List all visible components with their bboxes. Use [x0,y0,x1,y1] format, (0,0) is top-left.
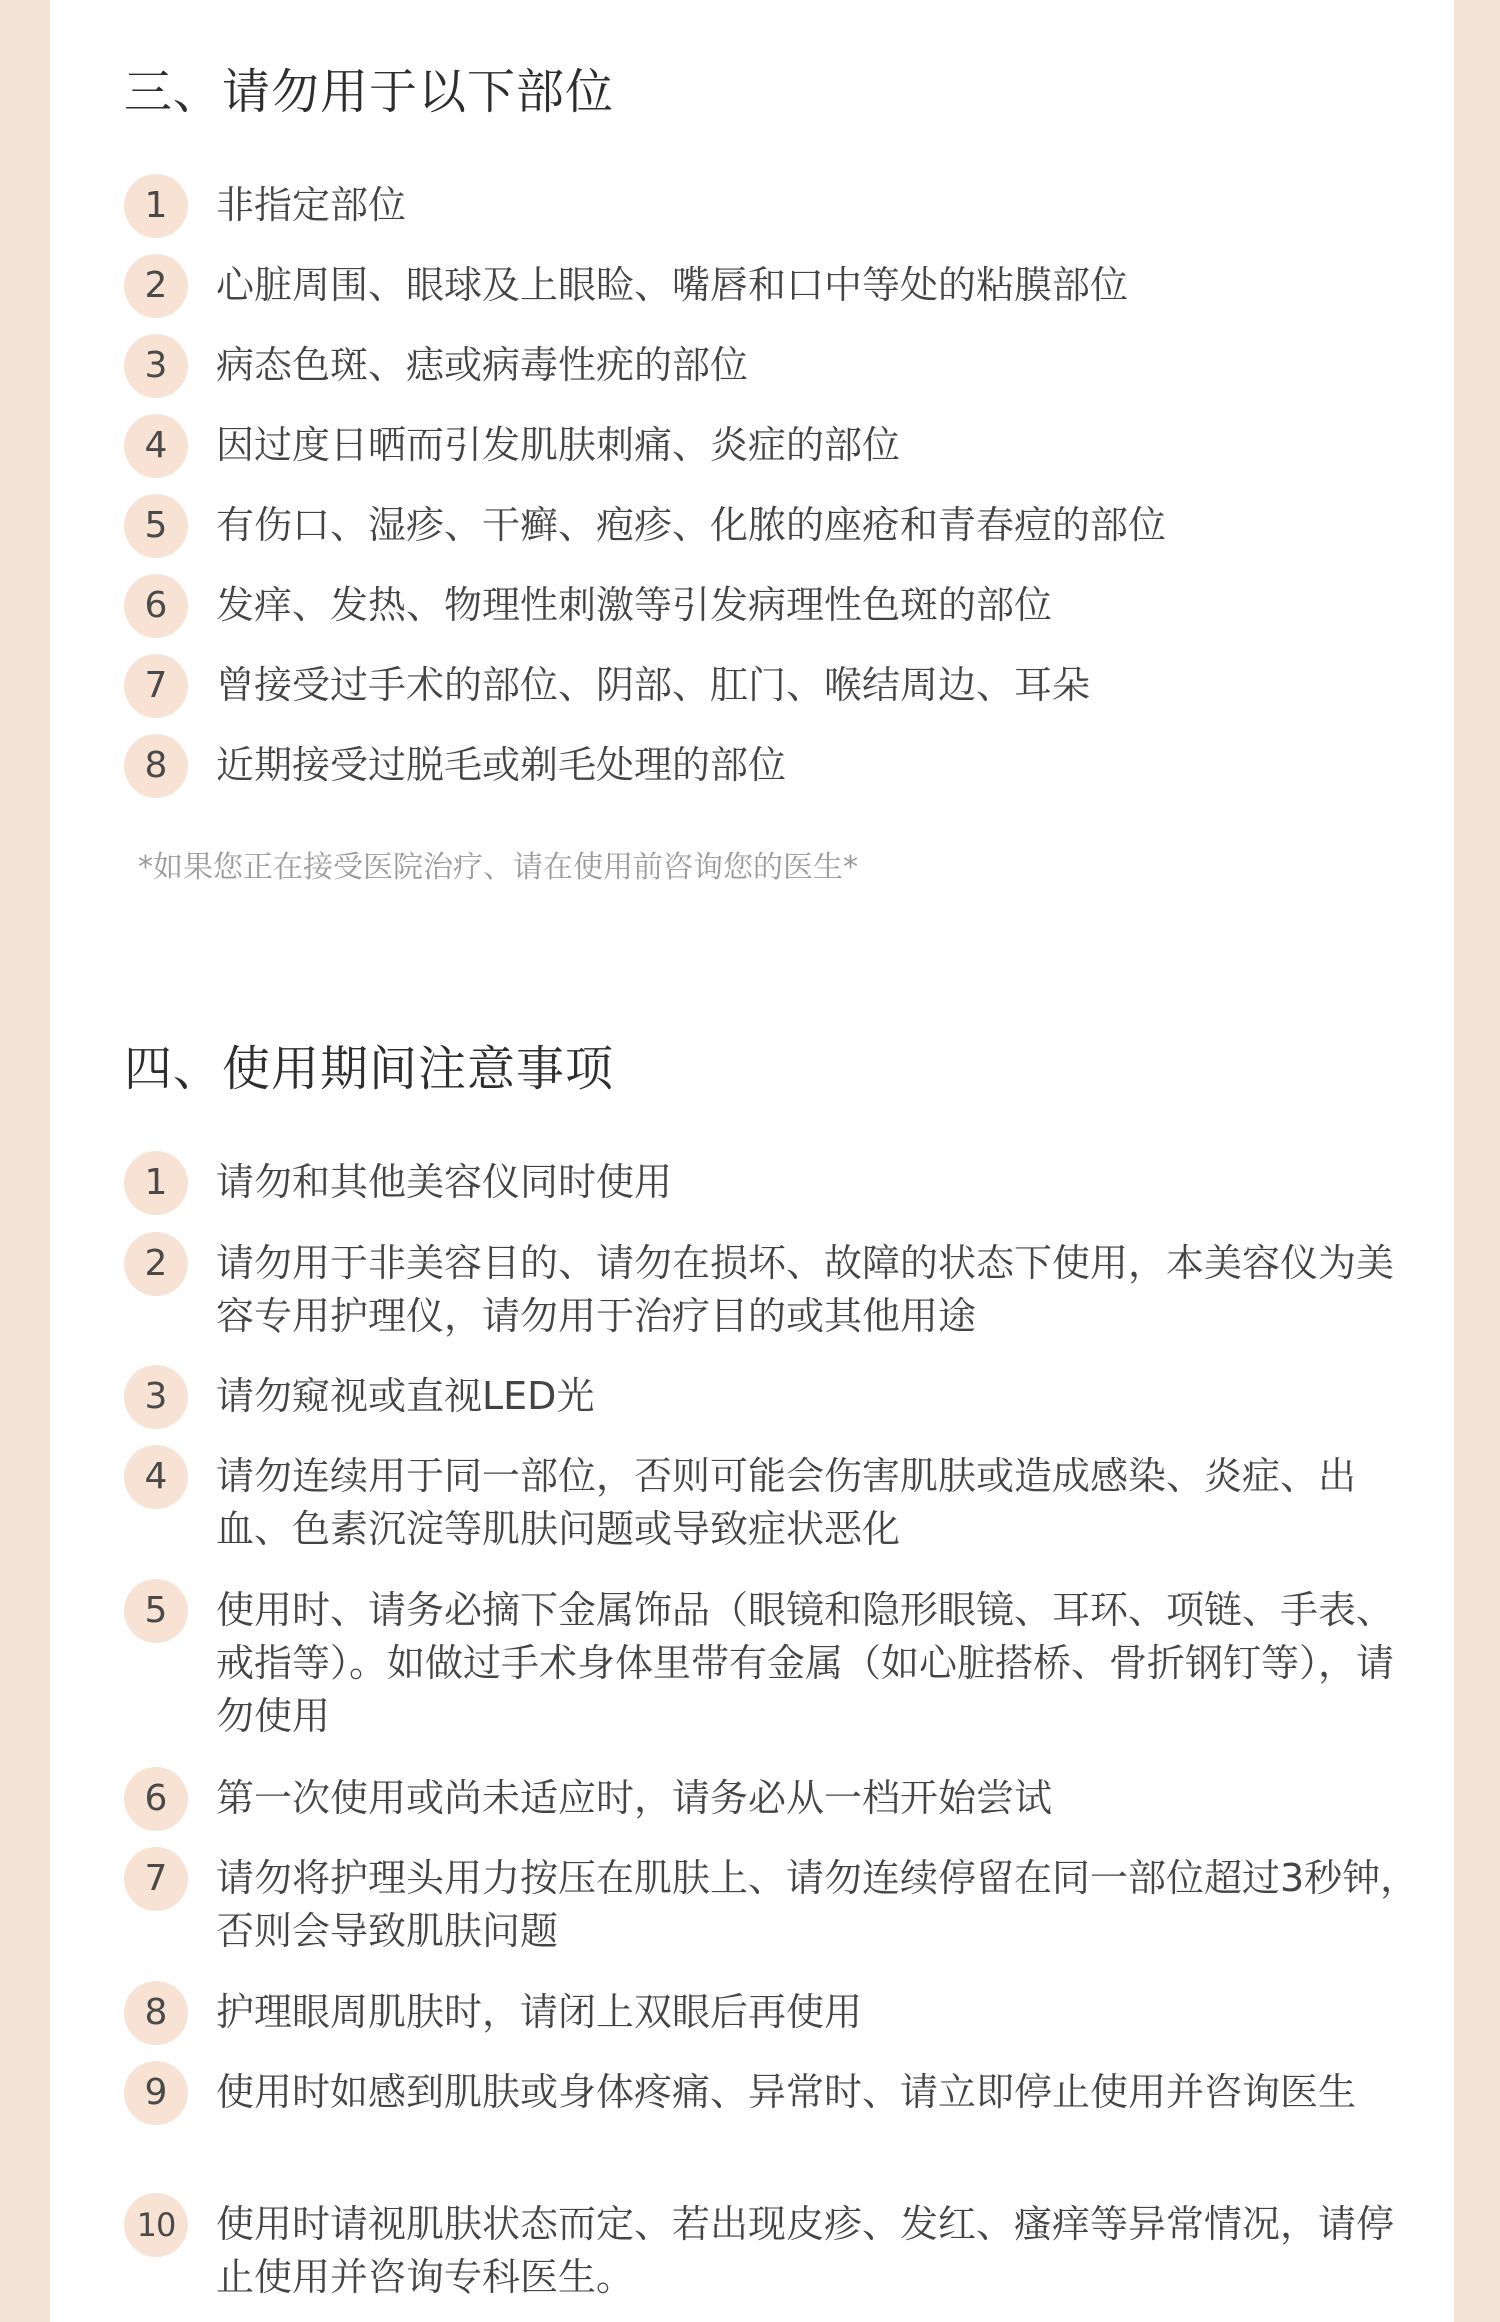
list-item-text: 发痒、发热、物理性刺激等引发病理性色斑的部位 [216,583,1053,627]
number-badge: 1 [124,174,188,238]
list-item-text: 病态色斑、痣或病毒性疣的部位 [216,343,749,387]
hospital-treatment-note: *如果您正在接受医院治疗、请在使用前咨询您的医生* [138,850,858,885]
number-badge: 1 [124,1151,188,1215]
list-item-text: 近期接受过脱毛或剃毛处理的部位 [216,743,787,787]
content-card [50,0,1454,2322]
list-item [124,1579,1424,1767]
list-item-text: 有伤口、湿疹、干癣、疱疹、化脓的座疮和青春痘的部位 [216,503,1167,547]
list-item [124,1981,1424,2061]
section-usage-precautions [124,1035,1424,2303]
section-title: 四、使用期间注意事项 [124,1041,615,1097]
list-item-text: 非指定部位 [216,183,407,227]
list-item [124,2061,1424,2193]
list-item [124,654,1424,734]
list-item [124,1767,1424,1847]
number-badge: 9 [124,2061,188,2125]
list-item-text: 使用时请视肌肤状态而定、若出现皮疹、发红、瘙痒等异常情况，请停止使用并咨询专科医生。 [216,2202,1395,2299]
number-badge: 5 [124,1579,188,1643]
list-item [124,334,1424,414]
list-item [124,1365,1424,1445]
list-item [124,254,1424,334]
number-badge: 2 [124,254,188,318]
list-item-text: 请勿将护理头用力按压在肌肤上、请勿连续停留在同一部位超过3秒钟，否则会导致肌肤问题 [216,1856,1419,1953]
list-item [124,1847,1424,1981]
list-item-text: 使用时如感到肌肤或身体疼痛、异常时、请立即停止使用并咨询医生 [216,2070,1357,2114]
number-badge: 8 [124,734,188,798]
number-badge: 8 [124,1981,188,2045]
number-badge: 4 [124,414,188,478]
number-badge: 6 [124,574,188,638]
list-item-text: 第一次使用或尚未适应时，请务必从一档开始尝试 [216,1776,1053,1820]
list-item [124,734,1424,814]
list-item-text: 请勿用于非美容目的、请勿在损坏、故障的状态下使用，本美容仪为美容专用护理仪，请勿用于治疗目的或其他用途 [216,1241,1395,1338]
list-item-text: 请勿和其他美容仪同时使用 [216,1160,673,1204]
number-badge: 2 [124,1232,188,1296]
list-item-text: 请勿连续用于同一部位，否则可能会伤害肌肤或造成感染、炎症、出血、色素沉淀等肌肤问题或导致症状恶化 [216,1454,1357,1551]
list-item-text: 心脏周围、眼球及上眼睑、嘴唇和口中等处的粘膜部位 [216,263,1129,307]
number-badge: 3 [124,334,188,398]
section-title: 三、请勿用于以下部位 [124,64,615,120]
list-item-text: 使用时、请务必摘下金属饰品（眼镜和隐形眼镜、耳环、项链、手表、戒指等）。如做过手术身体里带有金属（如心脏搭桥、骨折钢钉等），请勿使用 [216,1588,1395,1738]
list-item [124,2193,1424,2303]
list-item-text: 曾接受过手术的部位、阴部、肛门、喉结周边、耳朵 [216,663,1091,707]
number-badge: 3 [124,1365,188,1429]
number-badge: 7 [124,1847,188,1911]
list-item-text: 因过度日晒而引发肌肤刺痛、炎症的部位 [216,423,901,467]
list-item [124,574,1424,654]
list-item-text: 请勿窥视或直视LED光 [216,1374,595,1418]
list-item [124,494,1424,574]
number-badge: 4 [124,1445,188,1509]
number-badge: 7 [124,654,188,718]
list-item [124,414,1424,494]
list-item [124,1445,1424,1579]
section-prohibited-areas [124,58,1424,890]
number-badge: 10 [124,2193,188,2257]
precautions-list [124,1151,1424,2303]
number-badge: 5 [124,494,188,558]
list-item [124,174,1424,254]
list-item [124,1151,1424,1232]
list-item-text: 护理眼周肌肤时，请闭上双眼后再使用 [216,1990,863,2034]
number-badge: 6 [124,1767,188,1831]
list-item [124,1232,1424,1365]
prohibited-areas-list [124,174,1424,814]
